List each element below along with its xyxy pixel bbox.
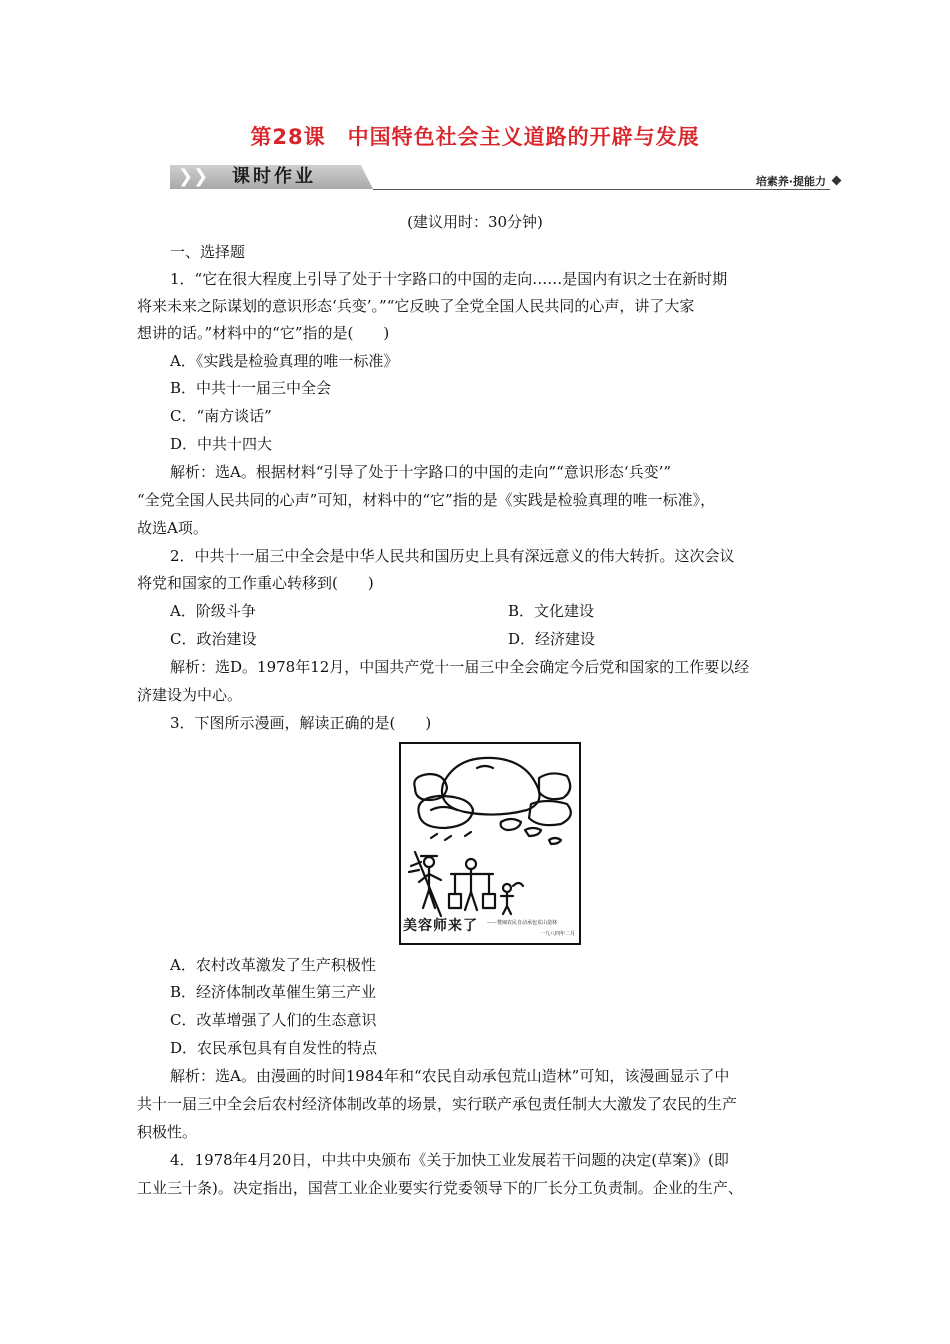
q4-stem-line: 4．1978年4月20日，中共中央颁布《关于加快工业发展若干问题的决定(草案)》(即 <box>170 1151 729 1169</box>
q3-analysis-line: 积极性。 <box>137 1123 198 1141</box>
cartoon-date: 一九八四年二月 <box>539 931 575 937</box>
q2-option-b: B．文化建设 <box>508 602 595 620</box>
q2-option-a: A．阶级斗争 <box>170 602 256 620</box>
q1-analysis-line: 解析：选A。根据材料“引导了处于十字路口的中国的走向”“意识形态‘兵变’” <box>170 463 672 481</box>
q2-stem-line: 将党和国家的工作重心转移到( ) <box>137 574 374 592</box>
q1-option-b: B．中共十一届三中全会 <box>170 379 332 397</box>
page-title: 第28课 中国特色社会主义道路的开辟与发展 <box>250 125 700 149</box>
cartoon-drawing <box>401 744 579 943</box>
q3-stem-line: 3．下图所示漫画，解读正确的是( ) <box>170 714 432 732</box>
time-hint: (建议用时：30分钟) <box>407 213 543 231</box>
double-chevron-icon: ❯❯ <box>178 166 209 187</box>
q4-stem-line: 工业三十条)。决定指出，国营工业企业要实行党委领导下的厂长分工负责制。企业的生产、 <box>137 1179 743 1197</box>
q2-analysis-line: 济建设为中心。 <box>137 686 243 704</box>
q2-option-d: D．经济建设 <box>508 630 596 648</box>
q2-stem-line: 2．中共十一届三中全会是中华人民共和国历史上具有深远意义的伟大转折。这次会议 <box>170 547 735 565</box>
q1-stem-line: 想讲的话。”材料中的“它”指的是( ) <box>137 324 390 342</box>
q1-option-d: D．中共十四大 <box>170 435 273 453</box>
q1-option-a: A．《实践是检验真理的唯一标准》 <box>170 352 399 370</box>
section-heading: 一、选择题 <box>170 243 246 261</box>
q3-analysis-line: 解析：选A。由漫画的时间1984年和“农民自动承包荒山造林”可知，该漫画显示了中 <box>170 1067 730 1085</box>
diamond-icon <box>832 176 842 186</box>
q2-analysis-line: 解析：选D。1978年12月，中国共产党十一届三中全会确定今后党和国家的工作要以经 <box>170 658 750 676</box>
banner-rule <box>373 189 830 190</box>
q1-option-c: C．“南方谈话” <box>170 407 272 425</box>
banner-label: 课时作业 <box>232 166 316 187</box>
q3-option-d: D．农民承包具有自发性的特点 <box>170 1039 378 1057</box>
q3-option-c: C．改革增强了人们的生态意识 <box>170 1011 377 1029</box>
cartoon-note: ——赞闽农民自动承包荒山造林 <box>487 920 558 926</box>
banner-tag: 培素养·提能力 <box>755 175 826 188</box>
q3-analysis-line: 共十一届三中全会后农村经济体制改革的场景，实行联产承包责任制大大激发了农民的生产 <box>137 1095 738 1113</box>
q3-option-a: A．农村改革激发了生产积极性 <box>170 956 376 974</box>
q2-option-c: C．政治建设 <box>170 630 257 648</box>
cartoon-caption: 美容师来了 <box>403 918 478 934</box>
q1-analysis-line: “全党全国人民共同的心声”可知，材料中的“它”指的是《实践是检验真理的唯一标准》， <box>137 491 716 509</box>
q1-stem-line: 1．“它在很大程度上引导了处于十字路口的中国的走向……是国内有识之士在新时期 <box>170 270 728 288</box>
q3-option-b: B．经济体制改革催生第三产业 <box>170 983 377 1001</box>
section-banner <box>170 163 840 193</box>
cartoon-image <box>399 742 581 945</box>
q1-analysis-line: 故选A项。 <box>137 519 208 537</box>
q1-stem-line: 将来未来之际谋划的意识形态‘兵变’。”“它反映了全党全国人民共同的心声，讲了大家 <box>137 297 695 315</box>
